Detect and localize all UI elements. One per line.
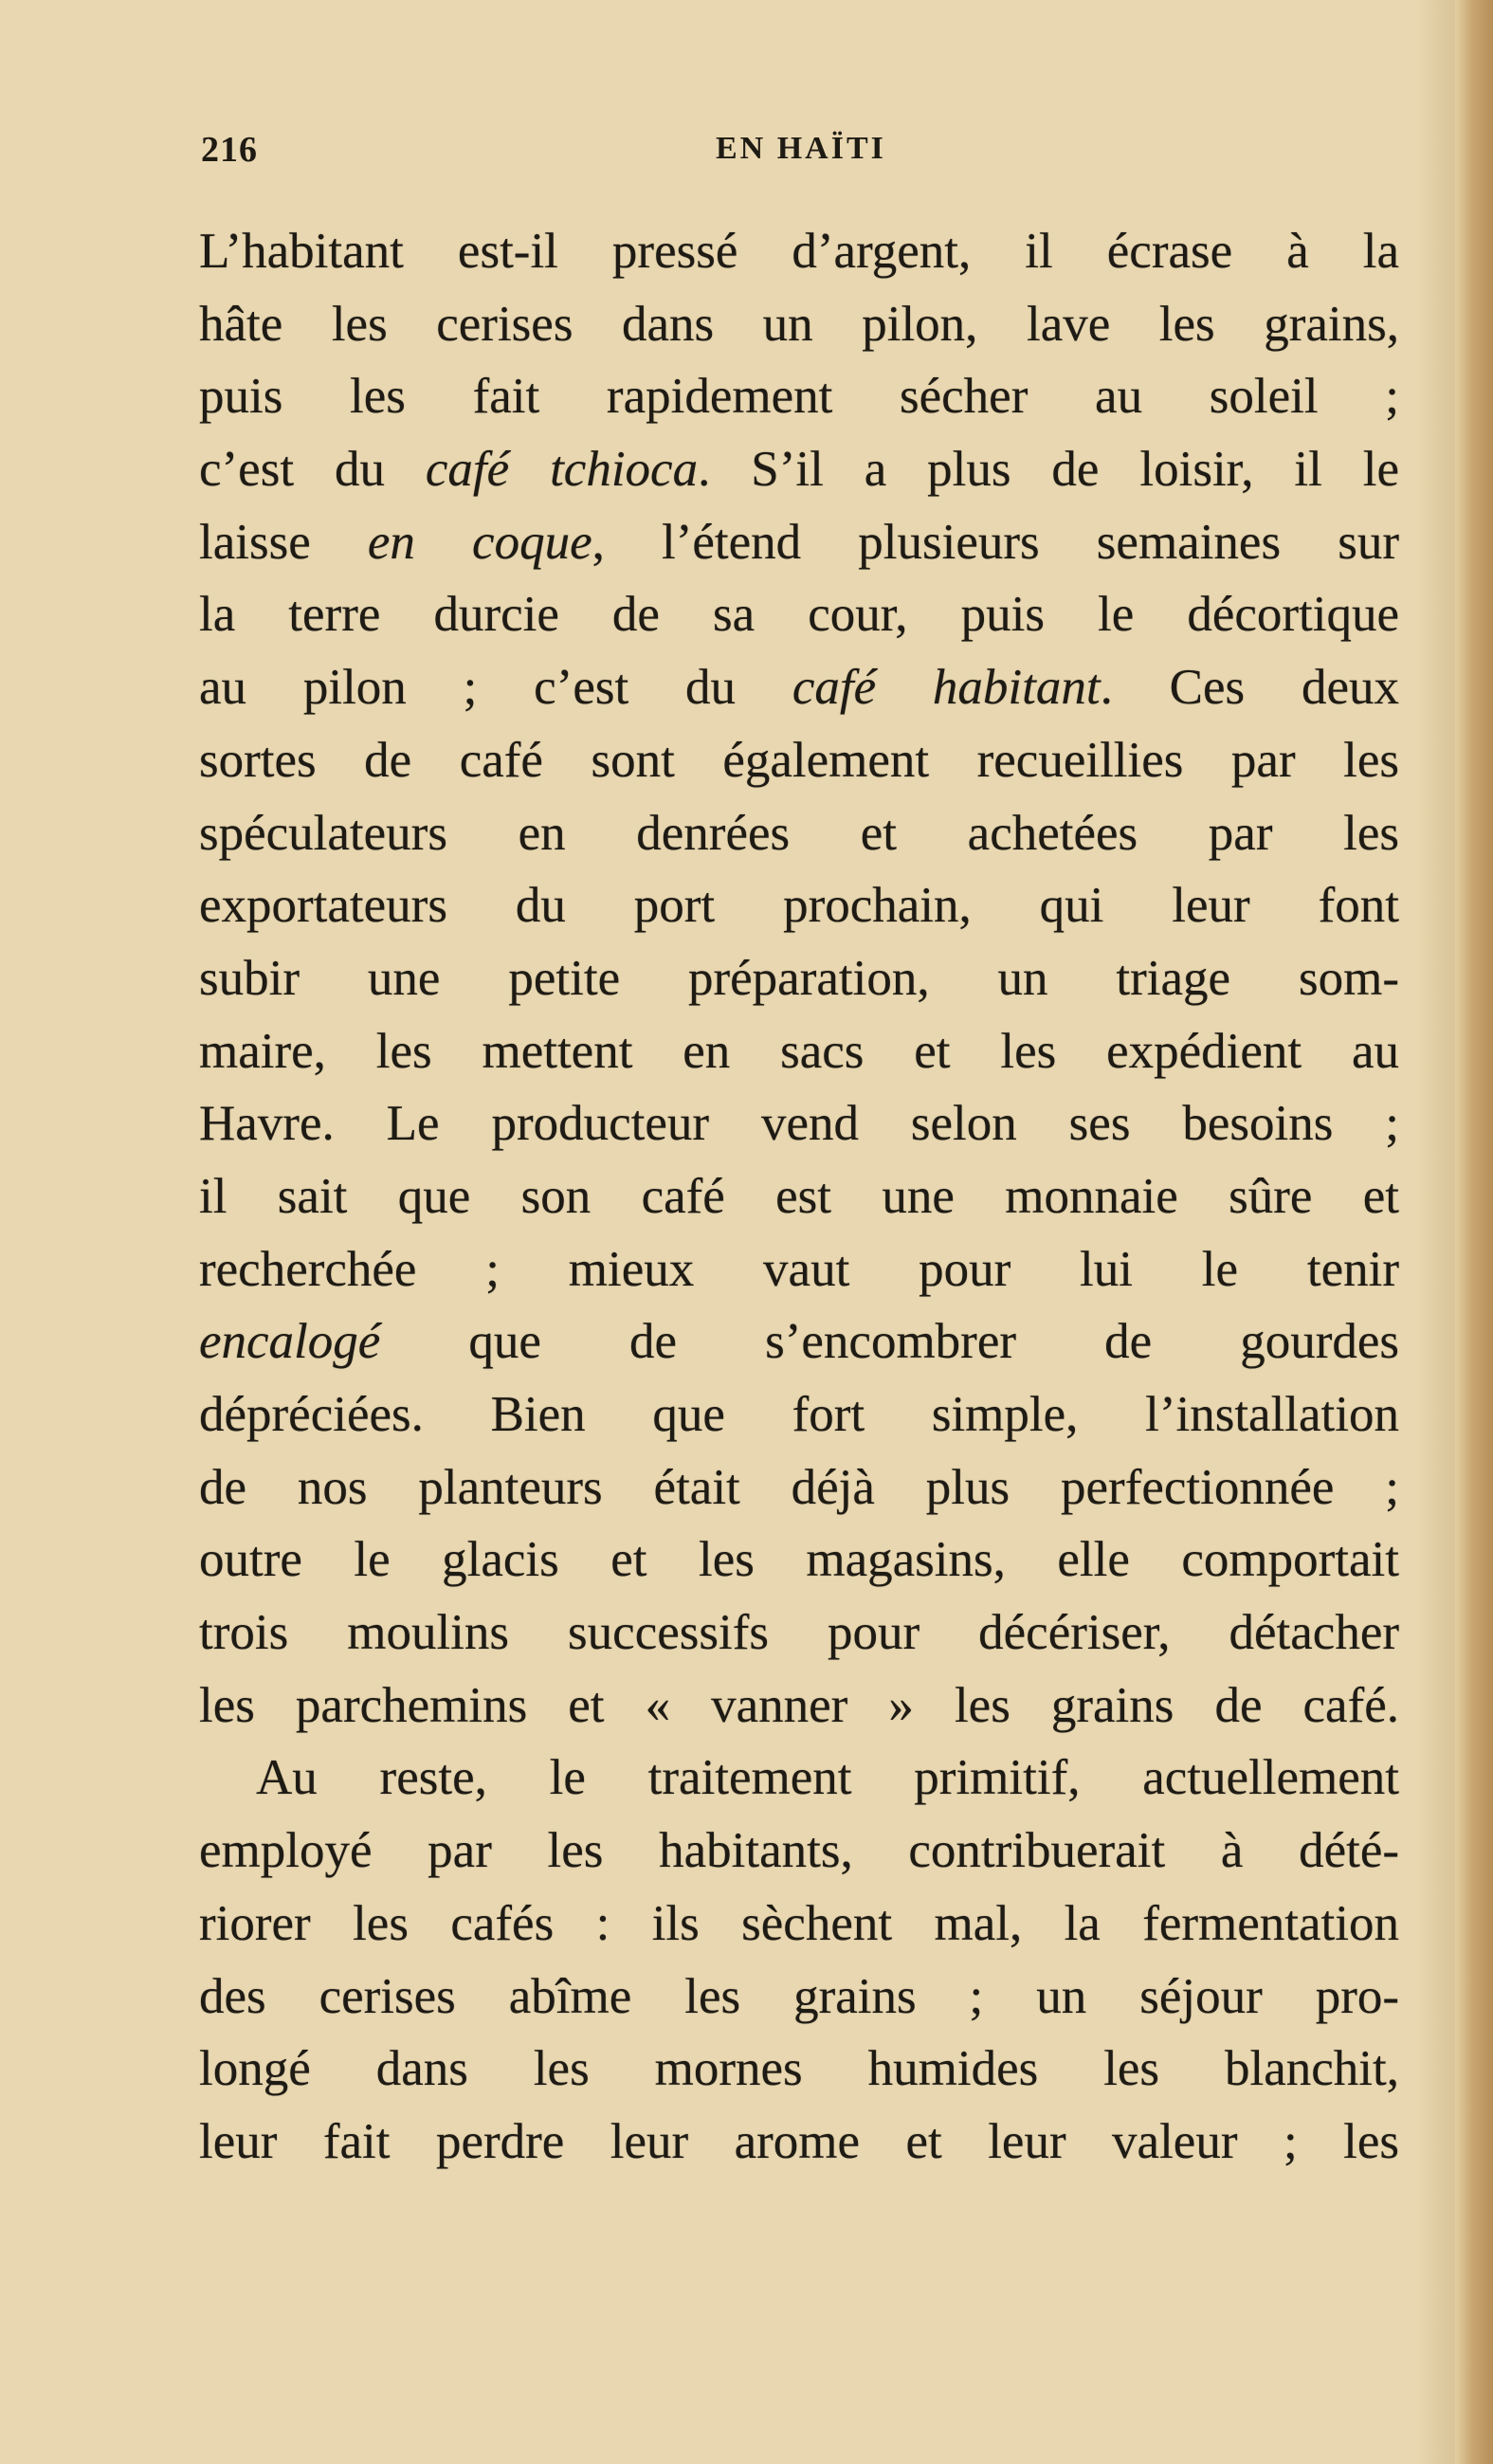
- italic-term: en coque: [367, 514, 592, 570]
- text-segment: longé dans les mornes humides les blanchit,: [199, 2041, 1399, 2097]
- text-line: [199, 1742, 1399, 1815]
- text-line: [199, 288, 1399, 361]
- italic-term: café habitant: [792, 660, 1101, 716]
- text-line: [199, 1160, 1399, 1233]
- text-segment: exportateurs du port prochain, qui leur font: [199, 878, 1399, 934]
- text-line: [199, 942, 1399, 1015]
- text-line: [199, 869, 1399, 942]
- text-segment: au pilon ; c’est du: [199, 660, 792, 716]
- text-segment: des cerises abîme les grains ; un séjour pro-: [199, 1968, 1399, 2024]
- text-segment: que de s’encombrer de gourdes: [380, 1314, 1399, 1370]
- text-line: [199, 724, 1399, 797]
- text-line: [199, 1233, 1399, 1306]
- text-line: [199, 1305, 1399, 1378]
- text-segment: employé par les habitants, contribuerait à dété-: [199, 1823, 1399, 1879]
- text-segment: maire, les mettent en sacs et les expédient au: [199, 1023, 1399, 1079]
- text-line: [199, 578, 1399, 651]
- text-line: [199, 360, 1399, 433]
- text-line: [199, 1888, 1399, 1961]
- text-segment: les parchemins et « vanner » les grains de café.: [199, 1677, 1399, 1733]
- page-number: 216: [201, 130, 258, 170]
- text-line: [199, 506, 1399, 579]
- text-segment: trois moulins successifs pour décériser, détacher: [199, 1605, 1399, 1661]
- text-line: [199, 1378, 1399, 1451]
- running-title: EN HAÏTI: [716, 131, 886, 166]
- body-text: [199, 215, 1399, 2179]
- text-line: [199, 1815, 1399, 1888]
- text-line: [199, 1451, 1399, 1524]
- text-segment: de nos planteurs était déjà plus perfectionnée ;: [199, 1459, 1399, 1515]
- text-segment: il sait que son café est une monnaie sûre et: [199, 1168, 1399, 1224]
- text-line: [199, 1670, 1399, 1743]
- text-segment: L’habitant est-il pressé d’argent, il écrase à la: [199, 224, 1399, 279]
- text-line: [199, 215, 1399, 288]
- italic-term: café tchioca: [425, 442, 699, 498]
- text-segment: hâte les cerises dans un pilon, lave les grains,: [199, 296, 1399, 352]
- text-line: [199, 2033, 1399, 2106]
- text-line: [199, 1524, 1399, 1597]
- text-segment: Au reste, le traitement primitif, actuellement: [256, 1750, 1399, 1806]
- text-segment: la terre durcie de sa cour, puis le décortique: [199, 587, 1399, 643]
- text-segment: . Ces deux: [1100, 660, 1399, 716]
- text-line: [199, 1597, 1399, 1670]
- text-line: [199, 797, 1399, 870]
- text-segment: sortes de café sont également recueillies par les: [199, 732, 1399, 788]
- italic-term: encalogé: [199, 1314, 381, 1370]
- page-shadow: [1417, 0, 1455, 2464]
- text-segment: outre le glacis et les magasins, elle comportait: [199, 1532, 1399, 1588]
- text-line: [199, 651, 1399, 724]
- text-segment: recherchée ; mieux vaut pour lui le tenir: [199, 1241, 1399, 1297]
- text-segment: . S’il a plus de loisir, il le: [698, 442, 1399, 498]
- text-segment: , l’étend plusieurs semaines sur: [592, 514, 1399, 570]
- text-line: [199, 1015, 1399, 1088]
- text-segment: leur fait perdre leur arome et leur valeur ; les: [199, 2113, 1399, 2169]
- text-line: [199, 1087, 1399, 1160]
- text-segment: dépréciées. Bien que fort simple, l’installation: [199, 1387, 1399, 1442]
- text-line: [199, 2106, 1399, 2179]
- page-edge: [1455, 0, 1493, 2464]
- text-segment: Havre. Le producteur vend selon ses besoins ;: [199, 1096, 1399, 1152]
- text-segment: subir une petite préparation, un triage som-: [199, 950, 1399, 1006]
- text-line: [199, 433, 1399, 506]
- text-segment: laisse: [199, 514, 368, 570]
- text-line: [199, 1961, 1399, 2034]
- text-segment: spéculateurs en denrées et achetées par les: [199, 805, 1399, 861]
- text-segment: c’est du: [199, 442, 426, 498]
- text-segment: puis les fait rapidement sécher au soleil ;: [199, 369, 1399, 425]
- text-segment: riorer les cafés : ils sèchent mal, la fermentation: [199, 1895, 1399, 1951]
